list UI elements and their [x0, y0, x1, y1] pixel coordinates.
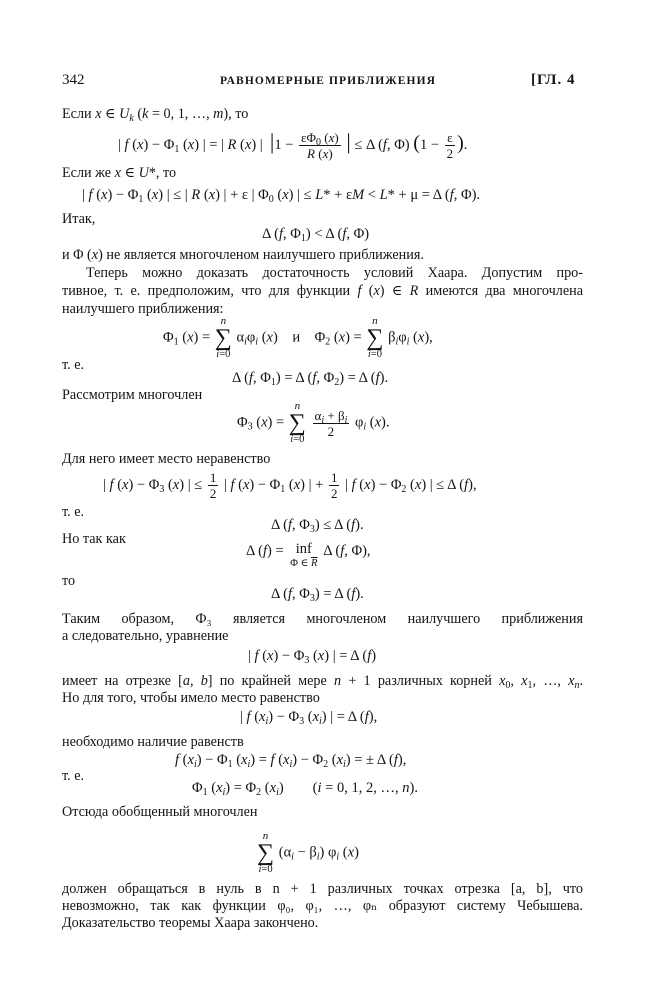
text-line: Если x ∈ $U_k$ (k = 0, 1, …, m), то: [62, 106, 249, 124]
text-line: Таким образом, Ф₃ является многочленом наилучшего приближения: [62, 611, 583, 627]
equation: Δ (f, $\Phi_1) = \Delta$ (f, $\Phi_2) = \Delta$ (f).: [232, 370, 389, 388]
equation: | f $(x) - \Phi_1$ (x) | = | R (x) | |1 − $\frac{\varepsilon\Phi_0 (x)}{R (x)}$ | ≤ Δ (f, Φ) (1 − $\frac{\varepsilon}{2}$ ).: [118, 128, 468, 161]
equation: $\Phi_1$ (x) = n ∑ i=0 $\alpha_i\varphi_i$ (x) и $\Phi_2$ (x) = n ∑ i=0 $\beta_i\varphi_i$ (x),: [163, 315, 433, 360]
equation: Δ (f) = inf Φ ∈ $\overline{R}$ Δ (f, Φ),: [246, 541, 371, 569]
text-line: наилучшего приближения:: [62, 301, 224, 317]
equation: Δ (f, $\Phi_3) \le \Delta$ (f).: [271, 517, 364, 535]
text-line: т. е.: [62, 357, 85, 373]
equation: | f $(x) - \Phi_1$ (x) | ≤ | R (x) | + ε | $\Phi_0$ (x) | ≤ L* + εM < L* + μ = Δ (f, Φ).: [82, 187, 481, 205]
equation: $\Phi_3$ (x) = n ∑ i=0 $\frac{\alpha_i + \beta_i}{2}$ $\varphi_i$ (x).: [237, 400, 390, 445]
text-line: а следовательно, уравнение: [62, 628, 229, 644]
text-line: и Φ (x) не является многочленом наилучшего приближения.: [62, 247, 424, 263]
text-line: Отсюда обобщенный многочлен: [62, 804, 258, 820]
text-line: Рассмотрим многочлен: [62, 387, 203, 403]
text-line: т. е.: [62, 504, 85, 520]
chapter-label: [ГЛ. 4: [531, 72, 576, 88]
text-line: Для него имеет место неравенство: [62, 451, 271, 467]
equation: Δ (f, $\Phi_1) < \Delta$ (f, Φ): [262, 226, 370, 244]
text-line: то: [62, 573, 76, 589]
equation: $\Phi_1$ $(x_i) = \Phi_2$ $(x_i)$ (i = 0, 1, 2, …, n).: [192, 780, 418, 798]
equation: | f $(x_i) - \Phi_3$ $(x_i)$ | = Δ (f),: [240, 709, 378, 727]
equation: | f $(x) - \Phi_3$ (x) | ≤ $\frac{1}{2}$ | f $(x) - \Phi_1$ (x) | + $\frac{1}{2}$ | f $(x) - \Phi_2$ (x) | ≤ Δ (f),: [103, 470, 477, 501]
equation: f $(x_i) - \Phi_1$ $(x_i) = f$ $(x_i) - \Phi_2$ $(x_i)$ = ± Δ (f),: [175, 752, 407, 770]
text-line: Но так как: [62, 531, 126, 547]
text-line: Итак,: [62, 211, 96, 227]
equation: | f $(x) - \Phi_3$ (x) | = Δ (f): [248, 648, 377, 666]
running-title: РАВНОМЕРНЫЕ ПРИБЛИЖЕНИЯ: [220, 75, 437, 87]
text-line: Но для того, чтобы имело место равенство: [62, 690, 320, 706]
equation: Δ (f, $\Phi_3) = \Delta$ (f).: [271, 586, 364, 604]
text-line: Если же x ∈ U*, то: [62, 165, 177, 181]
text-line: имеет на отрезке [a, b] по крайней мере n + 1 различных корней $x_0$, $x_1$, …, $x_n$.: [62, 673, 583, 691]
equation: n ∑ i=0 $(\alpha_i - \beta_i)$ $\varphi_i$ (x): [257, 830, 359, 875]
text-line: тивное, т. е. предположим, что для функции f (x) ∈ R имеются два многочлена: [62, 283, 584, 299]
text-line: Доказательство теоремы Хаара закончено.: [62, 915, 319, 931]
text-line: должен обращаться в нуль в n + 1 различных точках отрезка [a, b], что: [62, 881, 583, 897]
text-line: невозможно, так как функции φ₀, φ₁, …, φₙ образуют систему Чебышева.: [62, 898, 583, 914]
text-line: т. е.: [62, 768, 85, 784]
page-number: 342: [62, 72, 85, 88]
text-line: необходимо наличие равенств: [62, 734, 244, 750]
text-line: Теперь можно доказать достаточность условий Хаара. Допустим про-: [86, 265, 583, 281]
